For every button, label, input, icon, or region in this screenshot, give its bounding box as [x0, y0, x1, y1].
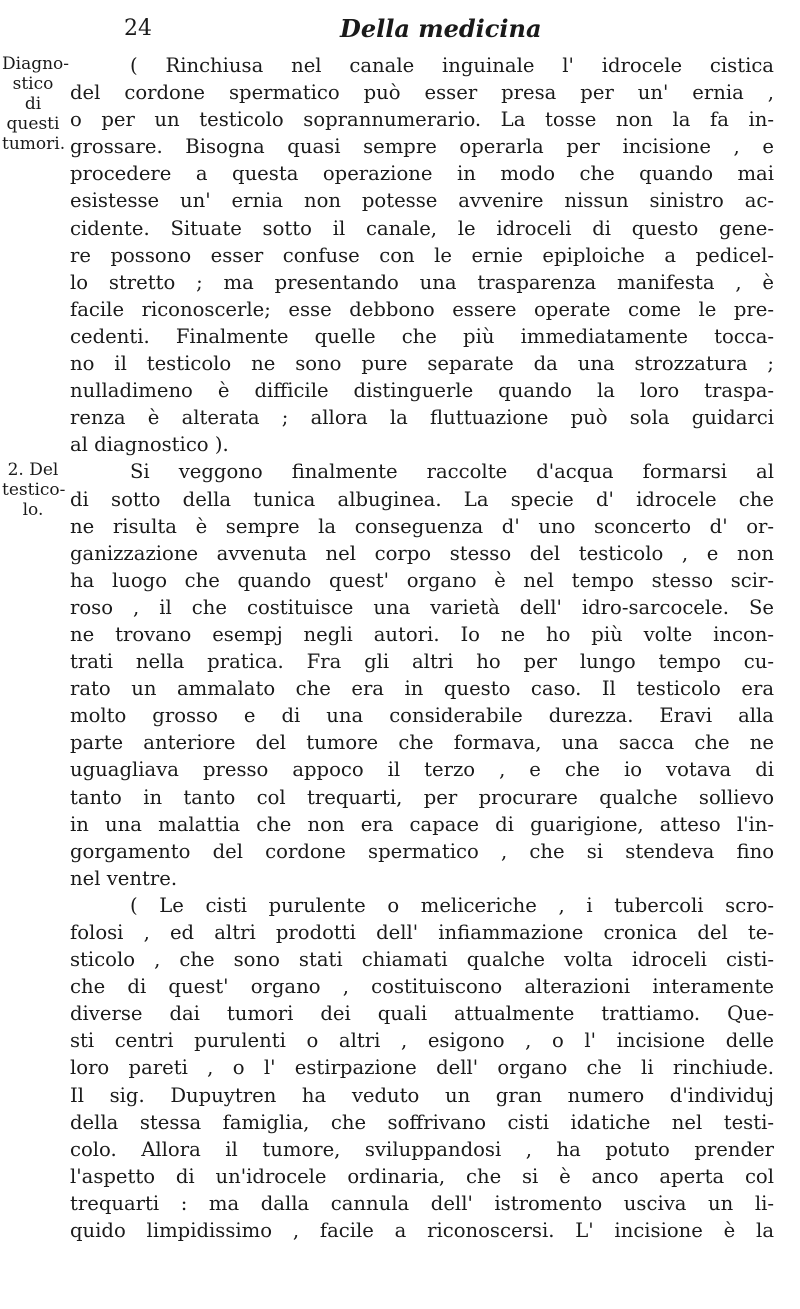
text-line: o per un testicolo soprannumerario. La tosse non la fa in- [70, 108, 774, 132]
text-line: facile riconoscerle; esse debbono essere operate come le pre- [70, 297, 774, 321]
text-line: in una malattia che non era capace di guarigione, atteso l'in- [70, 812, 774, 836]
text-line: lo stretto ; ma presentando una trasparenza manifesta , è [70, 270, 774, 294]
margin-note-testicolo [2, 460, 64, 520]
text-line: uguagliava presso appoco il terzo , e che io votava di [70, 758, 774, 782]
text-line: ( Le cisti purulente o meliceriche , i tubercoli scro- [130, 893, 774, 917]
text-line: gorgamento del cordone spermatico , che si stendeva fino [70, 839, 774, 863]
margin-note-line: stico di [12, 74, 54, 114]
margin-note-line: 2. Del [7, 460, 59, 480]
text-line: cidente. Situate sotto il canale, le idroceli di questo gene- [70, 216, 774, 240]
text-line: no il testicolo ne sono pure separate da una strozzatura ; [70, 352, 774, 376]
text-line: procedere a questa operazione in modo che quando mai [70, 162, 774, 186]
text-line: trequarti : ma dalla cannula dell' istromento usciva un li- [70, 1191, 774, 1215]
page-number: 24 [124, 16, 152, 41]
text-line: colo. Allora il tumore, sviluppandosi , ha potuto prender [70, 1137, 774, 1161]
body-text [70, 52, 774, 1244]
text-line: ne risulta è sempre la conseguenza d' uno sconcerto d' or- [70, 514, 774, 538]
margin-note-line: testico- [2, 480, 66, 500]
text-line: tanto in tanto col trequarti, per procurare qualche sollievo [70, 785, 774, 809]
text-line: renza è alterata ; allora la fluttuazione può sola guidarci [70, 406, 774, 430]
text-line: che di quest' organo , costituiscono alterazioni interamente [70, 975, 774, 999]
text-line: trati nella pratica. Fra gli altri ho per lungo tempo cu- [70, 650, 774, 674]
text-line: grossare. Bisogna quasi sempre operarla per incisione , e [70, 135, 774, 159]
text-line: nel ventre. [70, 866, 178, 890]
text-line: nulladimeno è difficile distinguerle quando la loro traspa- [70, 379, 774, 403]
text-line: Si veggono finalmente raccolte d'acqua formarsi al [130, 460, 774, 484]
text-line: l'aspetto di un'idrocele ordinaria, che si è anco aperta col [70, 1164, 774, 1188]
margin-note-line: questi [6, 114, 60, 134]
text-line: sticolo , che sono stati chiamati qualche volta idroceli cisti- [70, 948, 774, 972]
margin-note-diagnostico [2, 54, 70, 154]
text-line: della stessa famiglia, che soffrivano cisti idatiche nel testi- [70, 1110, 774, 1134]
text-line: del cordone spermatico può esser presa per un' ernia , [70, 81, 774, 105]
text-line: ( Rinchiusa nel canale inguinale l' idrocele cistica [130, 54, 774, 77]
text-line: folosi , ed altri prodotti dell' infiammazione cronica del te- [70, 921, 774, 944]
running-head [0, 12, 800, 46]
text-line: ne trovano esempj negli autori. Io ne ho più volte incon- [70, 622, 774, 646]
text-line: molto grosso e di una considerabile durezza. Eravi alla [70, 704, 774, 728]
margin-note-line: Diagno- [2, 54, 70, 74]
running-title: Della medicina [340, 14, 542, 43]
text-line: diverse dai tumori dei quali attualmente trattiamo. Que- [70, 1002, 774, 1026]
text-line: roso , il che costituisce una varietà dell' idro-sarcocele. Se [70, 595, 774, 619]
text-line: Il sig. Dupuytren ha veduto un gran numero d'individuj [70, 1083, 774, 1107]
text-line: ganizzazione avvenuta nel corpo stesso del testicolo , e non [70, 541, 774, 565]
text-line: quido limpidissimo , facile a riconoscersi. L' incisione è la [70, 1219, 774, 1243]
text-line: parte anteriore del tumore che formava, una sacca che ne [70, 731, 774, 755]
text-line: rato un ammalato che era in questo caso. Il testicolo era [70, 677, 774, 701]
text-line: esistesse un' ernia non potesse avvenire nissun sinistro ac- [70, 189, 774, 213]
text-line: sti centri purulenti o altri , esigono , o l' incisione delle [70, 1029, 774, 1053]
margin-note-line: tumori. [2, 134, 66, 154]
text-line: re possono esser confuse con le ernie epiploiche a pedicel- [70, 243, 774, 267]
text-line: di sotto della tunica albuginea. La specie d' idrocele che [70, 487, 774, 511]
text-line: al diagnostico ). [70, 433, 229, 457]
text-line: cedenti. Finalmente quelle che più immediatamente tocca- [70, 324, 774, 348]
text-line: loro pareti , o l' estirpazione dell' organo che li rinchiude. [70, 1056, 774, 1080]
text-line: ha luogo che quando quest' organo è nel tempo stesso scir- [70, 568, 774, 592]
margin-note-line: lo. [22, 500, 44, 520]
